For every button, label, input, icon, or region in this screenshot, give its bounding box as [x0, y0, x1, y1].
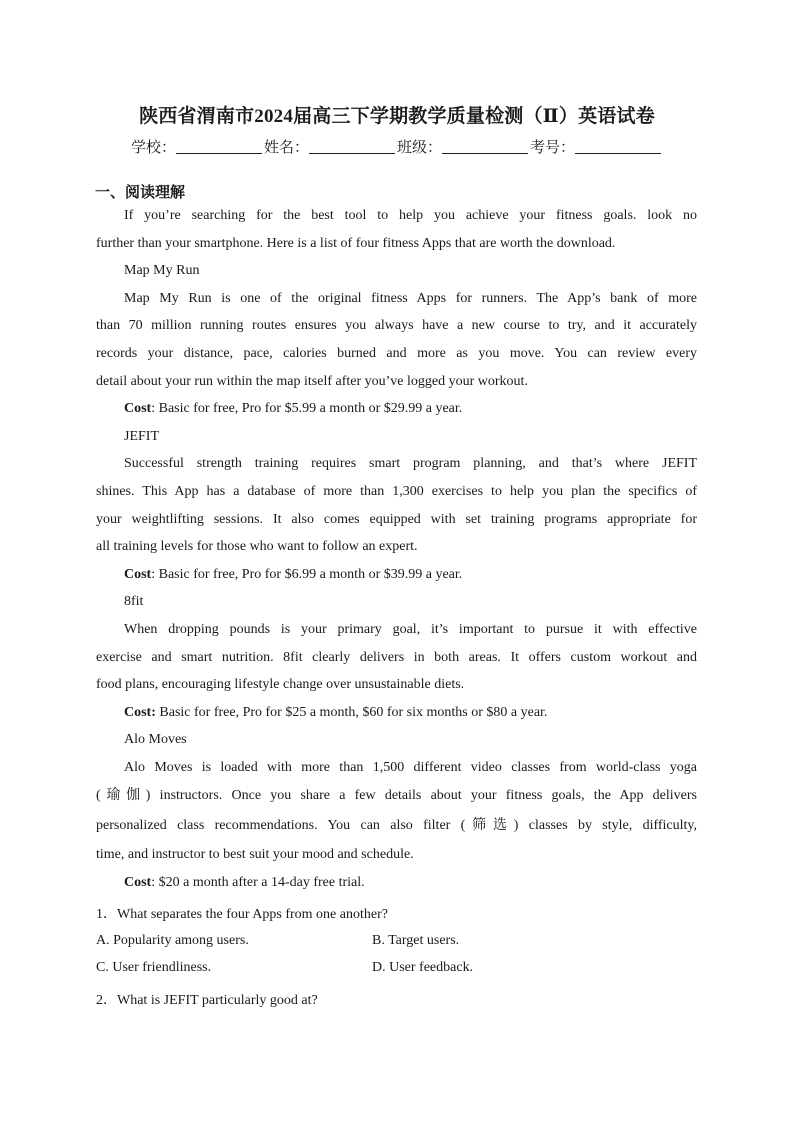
- app-heading: 8fit: [124, 594, 144, 610]
- cost-label: Cost: [124, 566, 152, 582]
- app-heading: Map My Run: [124, 263, 200, 279]
- question-text: What is JEFIT particularly good at?: [117, 993, 318, 1008]
- cost-line: [96, 395, 697, 423]
- reading-passage: [96, 202, 697, 897]
- passage-line: personalized class recommendations. You can also filter (筛选) classes by style, difficulty,: [96, 818, 697, 834]
- passage-line: exercise and smart nutrition. 8fit clearly delivers in both areas. It offers custom workout and: [96, 649, 697, 665]
- section-heading: 一、阅读理解: [95, 183, 186, 201]
- passage-line: than 70 million running routes ensures you always have a new course to try, and it accurately: [96, 318, 697, 334]
- passage-line: your weightlifting sessions. It also comes equipped with set training programs appropriate for: [96, 511, 697, 527]
- cost-text: Basic for free, Pro for $25 a month, $60 for six months or $80 a year.: [155, 704, 548, 720]
- option-a[interactable]: A. Popularity among users.: [96, 933, 249, 948]
- cost-label: Cost: [124, 875, 152, 891]
- passage-line: all training levels for those who want to follow an expert.: [96, 539, 418, 555]
- passage-line: If you’re searching for the best tool to help you achieve your fitness goals. look no: [124, 208, 697, 223]
- passage-line: shines. This App has a database of more than 1,300 exercises to help you plan the specifics of: [96, 483, 697, 499]
- app-heading: Alo Moves: [124, 732, 187, 748]
- app-heading: JEFIT: [124, 428, 159, 444]
- class-label: 班级：: [397, 138, 443, 156]
- question-2: [96, 989, 318, 1009]
- passage-line: time, and instructor to best suit your mood and schedule.: [96, 847, 414, 863]
- question-number: 1．: [96, 907, 117, 922]
- passage-line: detail about your run within the map itself after you’ve logged your workout.: [96, 373, 528, 389]
- passage-line: When dropping pounds is your primary goal, it’s important to pursue it with effective: [124, 621, 697, 637]
- cost-label: Cost:: [124, 704, 156, 720]
- question-1: [96, 903, 388, 923]
- class-blank[interactable]: [442, 139, 528, 154]
- name-label: 姓名：: [263, 138, 309, 156]
- passage-line: (瑜伽) instructors. Once you share a few details about your fitness goals, the App delivers: [96, 788, 697, 804]
- school-label: 学校：: [130, 138, 176, 156]
- exam-number-label: 考号：: [530, 138, 576, 156]
- cost-line: [96, 869, 697, 897]
- passage-line: food plans, encouraging lifestyle change over unsustainable diets.: [96, 677, 465, 693]
- cost-label: Cost: [124, 401, 152, 417]
- passage-line: further than your smartphone. Here is a list of four fitness Apps that are worth the download.: [96, 235, 616, 251]
- cost-line: [96, 561, 697, 589]
- passage-line: Map My Run is one of the original fitness Apps for runners. The App’s bank of more: [124, 290, 697, 306]
- option-b[interactable]: B. Target users.: [372, 933, 460, 948]
- cost-text: : $20 a month after a 14-day free trial.: [151, 875, 365, 891]
- cost-line: [96, 699, 697, 727]
- cost-text: : Basic for free, Pro for $5.99 a month or $29.99 a year.: [151, 401, 463, 417]
- passage-line: Successful strength training requires smart program planning, and that’s where JEFIT: [124, 456, 697, 472]
- student-info-line: [0, 136, 794, 157]
- exam-number-blank[interactable]: [575, 139, 661, 154]
- option-c[interactable]: C. User friendliness.: [96, 960, 212, 975]
- school-blank[interactable]: [176, 139, 262, 154]
- passage-line: Alo Moves is loaded with more than 1,500 different video classes from world-class yoga: [124, 759, 697, 775]
- question-number: 2．: [96, 993, 117, 1008]
- option-d[interactable]: D. User feedback.: [372, 960, 474, 975]
- question-text: What separates the four Apps from one another?: [117, 907, 388, 922]
- passage-line: records your distance, pace, calories burned and more as you move. You can review every: [96, 345, 697, 361]
- cost-text: : Basic for free, Pro for $6.99 a month or $39.99 a year.: [151, 566, 463, 582]
- page-title: 陕西省渭南市2024届高三下学期教学质量检测（Ⅱ）英语试卷: [139, 106, 655, 127]
- name-blank[interactable]: [309, 139, 395, 154]
